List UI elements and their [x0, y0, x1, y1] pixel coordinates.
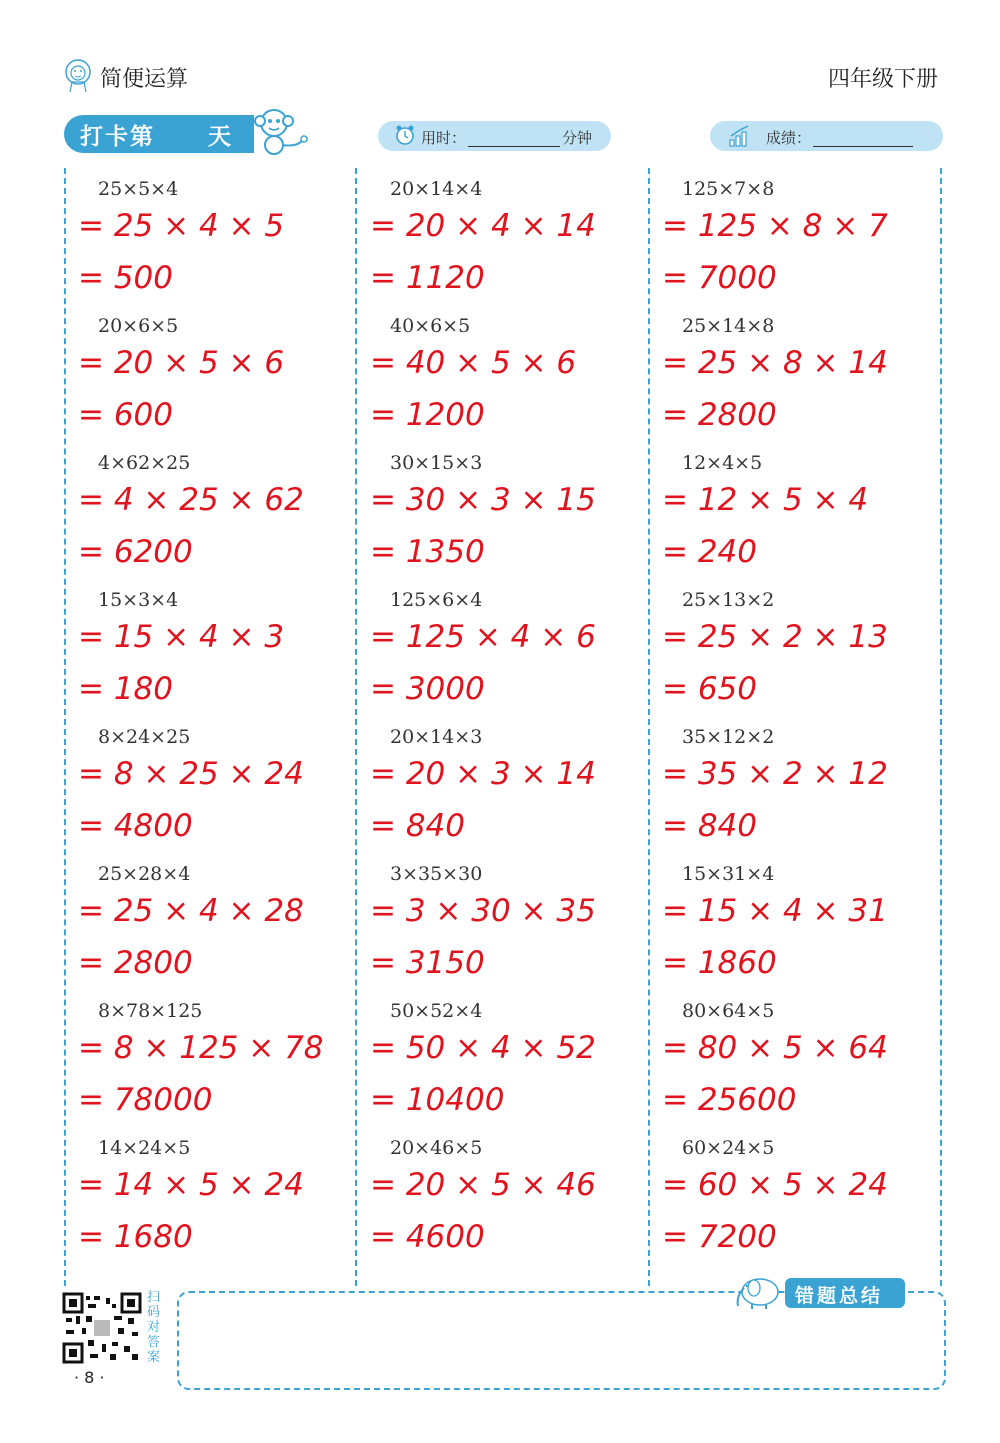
- problem-item: [64, 307, 344, 444]
- problem-expression: 30×15×3: [390, 452, 483, 474]
- handwritten-step: = 25 × 2 × 13: [662, 619, 888, 655]
- problem-item: [648, 1129, 928, 1266]
- handwritten-answer: = 2800: [78, 945, 193, 981]
- handwritten-step: = 14 × 5 × 24: [78, 1167, 304, 1203]
- handwritten-answer: = 1200: [370, 397, 485, 433]
- problem-expression: 20×6×5: [98, 315, 179, 337]
- handwritten-answer: = 7000: [662, 260, 777, 296]
- problem-item: [356, 1129, 636, 1266]
- problem-item: [64, 444, 344, 581]
- handwritten-step: = 3 × 30 × 35: [370, 893, 596, 929]
- problem-item: [356, 170, 636, 307]
- problem-expression: 14×24×5: [98, 1137, 191, 1159]
- problem-expression: 15×31×4: [682, 863, 775, 885]
- problem-expression: 20×14×3: [390, 726, 483, 748]
- problem-expression: 60×24×5: [682, 1137, 775, 1159]
- problem-item: [356, 444, 636, 581]
- monkey-icon: [248, 105, 310, 157]
- time-blank: [468, 146, 560, 147]
- lion-icon: [62, 58, 94, 94]
- problem-expression: 12×4×5: [682, 452, 763, 474]
- problem-item: [356, 718, 636, 855]
- bar-chart-icon: [728, 124, 752, 148]
- handwritten-step: = 20 × 5 × 46: [370, 1167, 596, 1203]
- handwritten-answer: = 25600: [662, 1082, 797, 1118]
- handwritten-step: = 20 × 3 × 14: [370, 756, 596, 792]
- handwritten-answer: = 1120: [370, 260, 485, 296]
- handwritten-answer: = 1350: [370, 534, 485, 570]
- handwritten-step: = 40 × 5 × 6: [370, 345, 577, 381]
- handwritten-answer: = 600: [78, 397, 173, 433]
- problem-expression: 40×6×5: [390, 315, 471, 337]
- problem-expression: 25×28×4: [98, 863, 191, 885]
- handwritten-step: = 60 × 5 × 24: [662, 1167, 888, 1203]
- problem-item: [648, 170, 928, 307]
- qr-code-icon[interactable]: [62, 1292, 142, 1364]
- handwritten-step: = 4 × 25 × 62: [78, 482, 304, 518]
- problem-item: [64, 992, 344, 1129]
- problem-expression: 8×24×25: [98, 726, 191, 748]
- handwritten-step: = 20 × 5 × 6: [78, 345, 285, 381]
- scan-for-answers-label: 扫码对答案: [147, 1290, 161, 1365]
- problem-item: [64, 1129, 344, 1266]
- problem-item: [648, 444, 928, 581]
- problem-expression: 8×78×125: [98, 1000, 203, 1022]
- handwritten-step: = 25 × 8 × 14: [662, 345, 888, 381]
- handwritten-answer: = 4800: [78, 808, 193, 844]
- handwritten-answer: = 240: [662, 534, 757, 570]
- handwritten-step: = 25 × 4 × 28: [78, 893, 304, 929]
- checkin-label: 打卡第: [80, 124, 155, 150]
- problem-expression: 50×52×4: [390, 1000, 483, 1022]
- handwritten-answer: = 3000: [370, 671, 485, 707]
- problem-item: [64, 855, 344, 992]
- handwritten-step: = 125 × 4 × 6: [370, 619, 596, 655]
- grade-label: 四年级下册: [827, 67, 938, 92]
- problem-item: [356, 855, 636, 992]
- handwritten-answer: = 840: [370, 808, 465, 844]
- page-number: · 8 ·: [74, 1368, 105, 1387]
- problem-item: [356, 992, 636, 1129]
- problem-item: [64, 170, 344, 307]
- problem-item: [356, 581, 636, 718]
- handwritten-answer: = 180: [78, 671, 173, 707]
- problem-expression: 25×13×2: [682, 589, 775, 611]
- handwritten-answer: = 10400: [370, 1082, 505, 1118]
- problem-expression: 80×64×5: [682, 1000, 775, 1022]
- handwritten-step: = 15 × 4 × 3: [78, 619, 285, 655]
- error-summary-label: 错题总结: [795, 1285, 884, 1307]
- handwritten-answer: = 1860: [662, 945, 777, 981]
- problem-expression: 15×3×4: [98, 589, 179, 611]
- handwritten-answer: = 7200: [662, 1219, 777, 1255]
- handwritten-step: = 80 × 5 × 64: [662, 1030, 888, 1066]
- clock-icon: [394, 124, 416, 146]
- handwritten-answer: = 78000: [78, 1082, 213, 1118]
- handwritten-answer: = 650: [662, 671, 757, 707]
- time-label: 用时：: [421, 129, 467, 147]
- handwritten-step: = 125 × 8 × 7: [662, 208, 888, 244]
- problem-item: [356, 307, 636, 444]
- problem-expression: 25×5×4: [98, 178, 179, 200]
- problem-item: [648, 718, 928, 855]
- handwritten-step: = 12 × 5 × 4: [662, 482, 869, 518]
- problem-expression: 125×6×4: [390, 589, 483, 611]
- problem-expression: 3×35×30: [390, 863, 483, 885]
- checkin-day-unit: 天: [208, 124, 231, 150]
- problem-item: [64, 718, 344, 855]
- problem-item: [648, 855, 928, 992]
- score-label: 成绩：: [766, 129, 812, 147]
- column-border-right: [940, 168, 942, 1286]
- problem-item: [648, 992, 928, 1129]
- handwritten-answer: = 840: [662, 808, 757, 844]
- handwritten-step: = 20 × 4 × 14: [370, 208, 596, 244]
- handwritten-step: = 8 × 25 × 24: [78, 756, 304, 792]
- problem-expression: 4×62×25: [98, 452, 191, 474]
- elephant-icon: [732, 1272, 784, 1310]
- problem-item: [648, 581, 928, 718]
- problem-expression: 20×46×5: [390, 1137, 483, 1159]
- handwritten-answer: = 6200: [78, 534, 193, 570]
- handwritten-answer: = 2800: [662, 397, 777, 433]
- handwritten-answer: = 4600: [370, 1219, 485, 1255]
- problem-expression: 25×14×8: [682, 315, 775, 337]
- handwritten-step: = 25 × 4 × 5: [78, 208, 285, 244]
- handwritten-step: = 15 × 4 × 31: [662, 893, 888, 929]
- problem-expression: 35×12×2: [682, 726, 775, 748]
- time-unit: 分钟: [562, 129, 593, 147]
- problem-item: [64, 581, 344, 718]
- problem-expression: 20×14×4: [390, 178, 483, 200]
- handwritten-step: = 8 × 125 × 78: [78, 1030, 324, 1066]
- problem-item: [648, 307, 928, 444]
- handwritten-answer: = 3150: [370, 945, 485, 981]
- handwritten-answer: = 500: [78, 260, 173, 296]
- handwritten-step: = 30 × 3 × 15: [370, 482, 596, 518]
- handwritten-answer: = 1680: [78, 1219, 193, 1255]
- score-blank: [813, 146, 913, 147]
- problem-expression: 125×7×8: [682, 178, 775, 200]
- handwritten-step: = 35 × 2 × 12: [662, 756, 888, 792]
- handwritten-step: = 50 × 4 × 52: [370, 1030, 596, 1066]
- book-title: 简便运算: [100, 67, 189, 92]
